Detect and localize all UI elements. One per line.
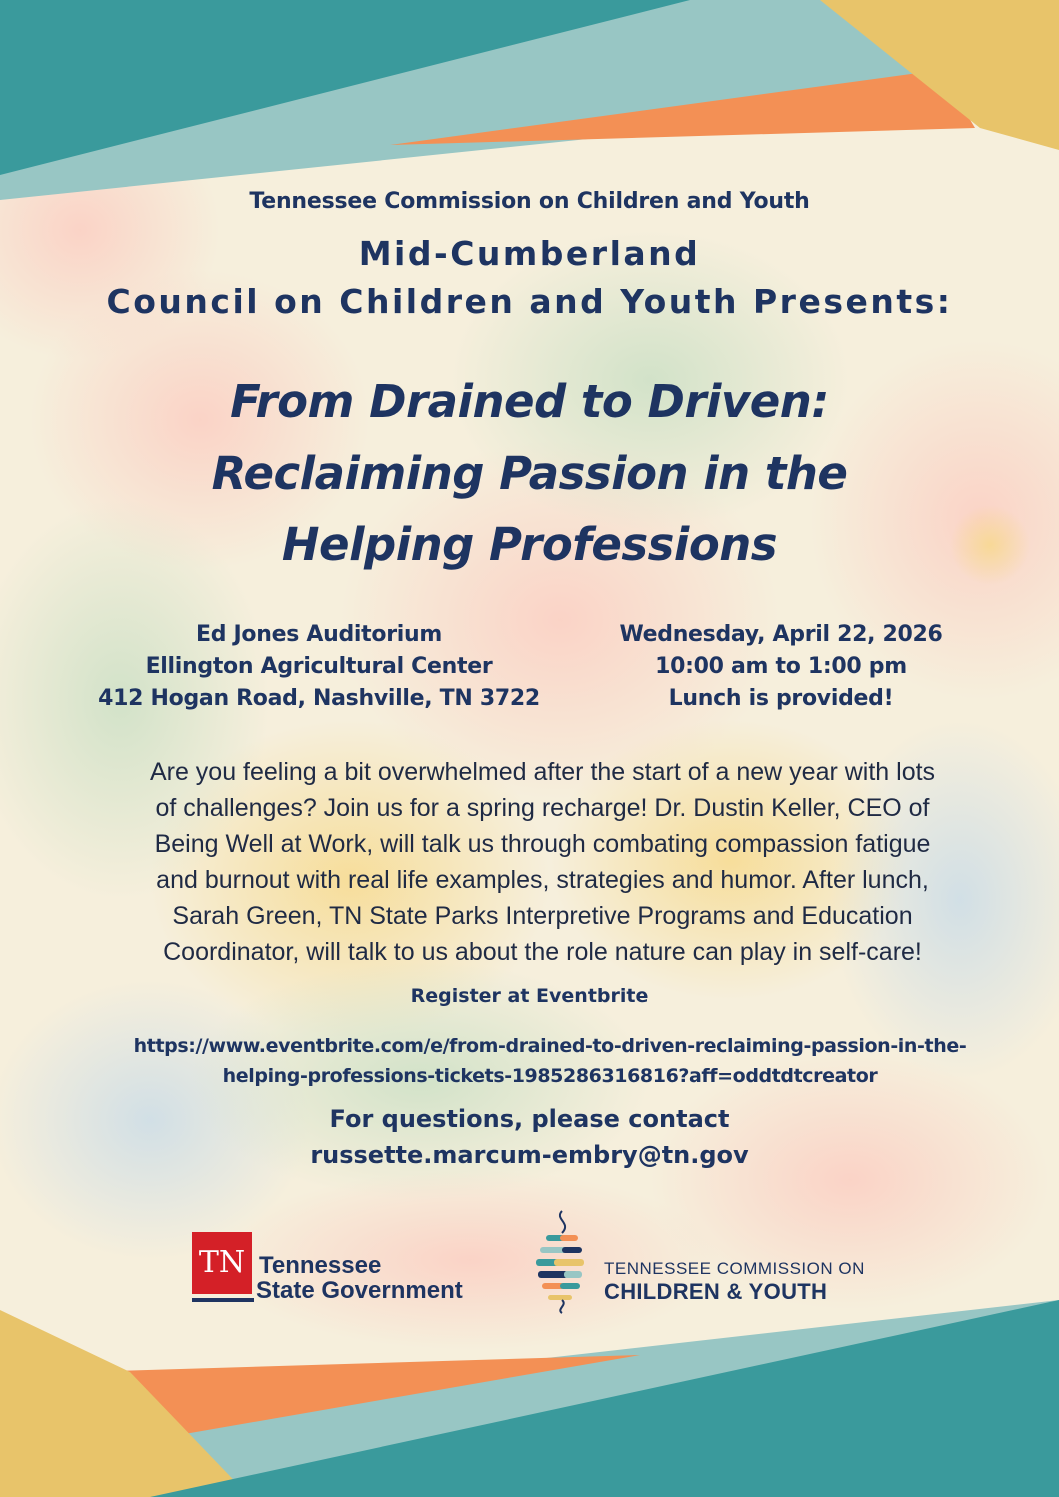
council-name-line2: Council on Children and Youth Presents: (106, 282, 953, 321)
event-time: 10:00 am to 1:00 pm (655, 654, 907, 679)
description-line: Sarah Green, TN State Parks Interpretive Programs and Education (172, 902, 913, 930)
event-title-line3: Helping Professions (281, 518, 778, 571)
schedule-block (546, 619, 1016, 715)
organization-name: Tennessee Commission on Children and Youth (249, 189, 810, 214)
description-line: of challenges? Join us for a spring recharge! Dr. Dustin Keller, CEO of (155, 794, 930, 822)
tn-badge: TN (192, 1232, 252, 1294)
tn-government-logo (192, 1232, 492, 1304)
event-description (70, 754, 1015, 970)
event-title-line1: From Drained to Driven: (230, 375, 829, 428)
description-line: Are you feeling a bit overwhelmed after the start of a new year with lots (149, 758, 936, 786)
tn-logo-line1: Tennessee (259, 1252, 382, 1279)
tn-badge-rule (192, 1298, 254, 1302)
tn-logo-line2: State Government (256, 1277, 463, 1304)
venue-address: 412 Hogan Road, Nashville, TN 3722 (98, 686, 540, 711)
contact-label: For questions, please contact (329, 1105, 730, 1133)
commission-logo (532, 1205, 892, 1315)
council-name-line1: Mid-Cumberland (358, 234, 701, 273)
venue-center: Ellington Agricultural Center (145, 654, 493, 679)
description-line: Coordinator, will talk to us about the role nature can play in self-care! (163, 938, 922, 966)
commission-mark-icon (532, 1205, 592, 1315)
event-title-line2: Reclaiming Passion in the (211, 447, 848, 500)
registration-link[interactable] (60, 1031, 1040, 1091)
registration-url-line2[interactable]: helping-professions-tickets-1985286316816?aff=oddtdtcreator (222, 1065, 878, 1087)
register-label: Register at Eventbrite (410, 985, 649, 1007)
registration-url-line1[interactable]: https://www.eventbrite.com/e/from-drained-to-driven-reclaiming-passion-in-the- (133, 1035, 967, 1057)
contact-email[interactable]: russette.marcum-embry@tn.gov (310, 1141, 749, 1169)
commission-logo-line1: TENNESSEE COMMISSION ON (604, 1259, 865, 1278)
venue-name: Ed Jones Auditorium (196, 622, 442, 647)
location-block (84, 619, 554, 715)
description-line: and burnout with real life examples, strategies and humor. After lunch, (156, 866, 929, 894)
description-line: Being Well at Work, will talk us through combating compassion fatigue (154, 830, 931, 858)
commission-logo-line2: CHILDREN & YOUTH (604, 1279, 828, 1304)
event-date: Wednesday, April 22, 2026 (619, 622, 943, 647)
lunch-note: Lunch is provided! (668, 686, 894, 711)
